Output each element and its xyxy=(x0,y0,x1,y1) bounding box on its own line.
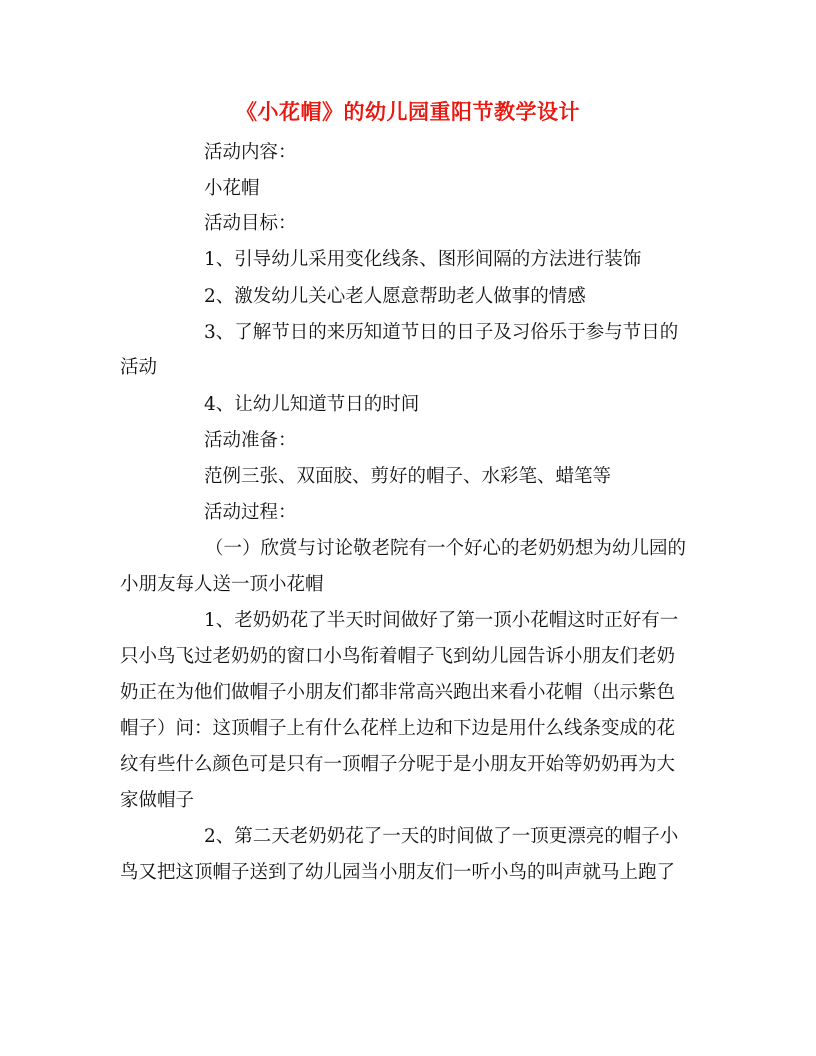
text-line: 小朋友每人送一顶小花帽 xyxy=(120,574,324,595)
text-line: 2、第二天老奶奶花了一天的时间做了一顶更漂亮的帽子小 xyxy=(204,826,679,847)
text-line: 鸟又把这顶帽子送到了幼儿园当小朋友们一听小鸟的叫声就马上跑了 xyxy=(120,862,676,883)
text-line: 活动 xyxy=(120,357,158,378)
text-line: 家做帽子 xyxy=(120,790,195,811)
text-line: 奶正在为他们做帽子小朋友们都非常高兴跑出来看小花帽（出示紫色 xyxy=(120,682,676,703)
text-line: 活动准备： xyxy=(204,430,297,451)
text-line: 2、激发幼儿关心老人愿意帮助老人做事的情感 xyxy=(204,286,586,307)
text-line: 1、老奶奶花了半天时间做好了第一顶小花帽这时正好有一 xyxy=(204,610,679,631)
text-line: 活动过程： xyxy=(204,502,297,523)
text-line: 3、了解节日的来历知道节日的日子及习俗乐于参与节日的 xyxy=(204,322,679,343)
text-line: 范例三张、双面胶、剪好的帽子、水彩笔、蜡笔等 xyxy=(204,466,612,487)
document-title: 《小花帽》的幼儿园重阳节教学设计 xyxy=(236,99,580,124)
text-line: （一）欣赏与讨论敬老院有一个好心的老奶奶想为幼儿园的 xyxy=(205,538,687,559)
text-line: 1、引导幼儿采用变化线条、图形间隔的方法进行装饰 xyxy=(204,249,642,270)
text-line: 活动目标： xyxy=(204,213,297,234)
text-line: 4、让幼儿知道节日的时间 xyxy=(204,394,420,415)
text-line: 帽子）问：这顶帽子上有什么花样上边和下边是用什么线条变成的花 xyxy=(120,718,676,739)
text-line: 纹有些什么颜色可是只有一顶帽子分呢于是小朋友开始等奶奶再为大 xyxy=(120,754,676,775)
text-line: 只小鸟飞过老奶奶的窗口小鸟衔着帽子飞到幼儿园告诉小朋友们老奶 xyxy=(120,646,676,667)
text-line: 小花帽 xyxy=(204,178,260,199)
text-line: 活动内容： xyxy=(204,142,297,163)
